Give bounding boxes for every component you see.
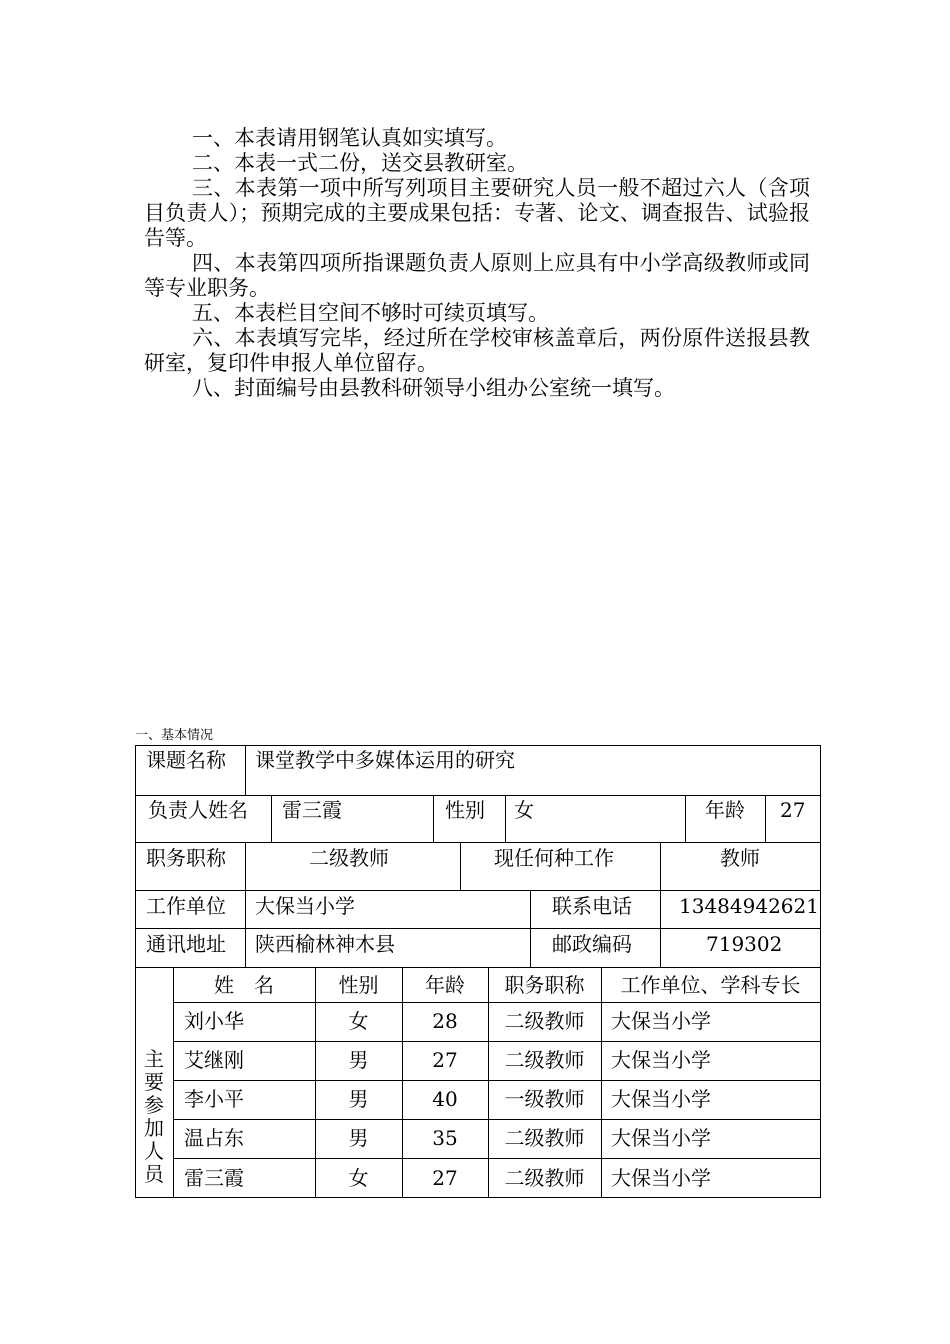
title-label: 职务职称 — [146, 846, 226, 870]
instruction-8: 八、封面编号由县教科研领导小组办公室统一填写。 — [192, 376, 675, 400]
topic-label: 课题名称 — [146, 748, 226, 772]
member-age: 27 — [432, 1048, 458, 1072]
member-unit: 大保当小学 — [611, 1126, 711, 1150]
unit-label: 工作单位 — [146, 894, 226, 918]
age-label: 年龄 — [705, 798, 745, 822]
member-age: 28 — [432, 1009, 458, 1033]
grid-line — [135, 967, 821, 968]
grid-line — [765, 795, 766, 842]
grid-line — [173, 1041, 821, 1042]
job-label: 现任何种工作 — [494, 846, 614, 870]
member-gender: 男 — [348, 1087, 369, 1111]
member-gender: 女 — [348, 1009, 369, 1033]
leader-value: 雷三霞 — [282, 798, 342, 822]
member-name: 李小平 — [184, 1087, 244, 1111]
postcode-value: 719302 — [706, 932, 783, 956]
grid-line — [460, 842, 461, 890]
phone-label: 联系电话 — [552, 894, 632, 918]
members-header-unit: 工作单位、学科专长 — [620, 973, 801, 997]
gender-label: 性别 — [445, 798, 485, 822]
address-value: 陕西榆林神木县 — [255, 932, 395, 956]
grid-line — [173, 1158, 821, 1159]
grid-line — [315, 967, 316, 1198]
side-char: 参 — [144, 1093, 164, 1117]
grid-line — [530, 890, 531, 967]
grid-line — [820, 745, 821, 1198]
side-char: 主 — [144, 1047, 164, 1071]
member-age: 35 — [432, 1126, 458, 1150]
members-side-label — [135, 1048, 173, 1186]
phone-value: 13484942621 — [679, 894, 819, 918]
side-char: 加 — [144, 1116, 164, 1140]
grid-line — [245, 890, 246, 967]
title-value: 二级教师 — [309, 846, 389, 870]
grid-line — [135, 1197, 821, 1198]
side-char: 要 — [144, 1070, 164, 1094]
instruction-1: 一、本表请用钢笔认真如实填写。 — [192, 126, 507, 150]
postcode-label: 邮政编码 — [552, 932, 632, 956]
member-title: 一级教师 — [504, 1087, 585, 1111]
grid-line — [505, 795, 506, 842]
instruction-3: 三、本表第一项中所写列项目主要研究人员一般不超过六人（含项目负责人）；预期完成的主要成果包括：专著、论文、调查报告、试验报告等。 — [144, 176, 810, 250]
gender-value: 女 — [514, 798, 534, 822]
instruction-6: 六、本表填写完毕，经过所在学校审核盖章后，两份原件送报县教研室，复印件申报人单位留存。 — [144, 326, 810, 375]
member-unit: 大保当小学 — [611, 1009, 711, 1033]
side-char: 人 — [144, 1139, 164, 1163]
member-name: 刘小华 — [184, 1009, 244, 1033]
member-age: 27 — [432, 1166, 458, 1190]
address-label: 通讯地址 — [146, 932, 226, 956]
member-name: 温占东 — [184, 1126, 244, 1150]
instruction-4: 四、本表第四项所指课题负责人原则上应具有中小学高级教师或同等专业职务。 — [144, 251, 810, 300]
member-title: 二级教师 — [504, 1166, 585, 1190]
instructions — [144, 126, 810, 401]
member-gender: 女 — [348, 1166, 369, 1190]
unit-value: 大保当小学 — [255, 894, 355, 918]
member-unit: 大保当小学 — [611, 1048, 711, 1072]
grid-line — [135, 795, 821, 796]
grid-line — [135, 745, 821, 746]
grid-line — [135, 890, 821, 891]
members-header-age: 年龄 — [425, 973, 465, 997]
topic-value: 课堂教学中多媒体运用的研究 — [255, 748, 515, 772]
side-char: 员 — [144, 1162, 164, 1186]
instruction-5: 五、本表栏目空间不够时可续页填写。 — [192, 301, 549, 325]
grid-line — [245, 842, 246, 890]
grid-line — [402, 967, 403, 1198]
member-gender: 男 — [348, 1048, 369, 1072]
section-title: 一、基本情况 — [135, 728, 214, 743]
member-name: 雷三霞 — [184, 1166, 244, 1190]
members-header-title: 职务职称 — [504, 973, 585, 997]
job-value: 教师 — [720, 846, 760, 870]
grid-line — [135, 928, 821, 929]
grid-line — [660, 842, 661, 890]
member-unit: 大保当小学 — [611, 1087, 711, 1111]
grid-line — [173, 967, 174, 1198]
member-name: 艾继刚 — [184, 1048, 244, 1072]
grid-line — [271, 795, 272, 842]
age-value: 27 — [780, 798, 806, 822]
grid-line — [601, 967, 602, 1198]
members-header-gender: 性别 — [338, 973, 379, 997]
grid-line — [488, 967, 489, 1198]
leader-label: 负责人姓名 — [148, 798, 248, 822]
grid-line — [245, 745, 246, 795]
instruction-2: 二、本表一式二份，送交县教研室。 — [192, 151, 528, 175]
member-title: 二级教师 — [504, 1009, 585, 1033]
grid-line — [685, 795, 686, 842]
grid-line — [173, 1002, 821, 1003]
grid-line — [135, 842, 821, 843]
members-header-name: 姓 名 — [214, 973, 274, 997]
grid-line — [173, 1119, 821, 1120]
member-unit: 大保当小学 — [611, 1166, 711, 1190]
grid-line — [660, 890, 661, 967]
member-title: 二级教师 — [504, 1126, 585, 1150]
member-title: 二级教师 — [504, 1048, 585, 1072]
member-gender: 男 — [348, 1126, 369, 1150]
grid-line — [433, 795, 434, 842]
member-age: 40 — [432, 1087, 458, 1111]
grid-line — [173, 1080, 821, 1081]
